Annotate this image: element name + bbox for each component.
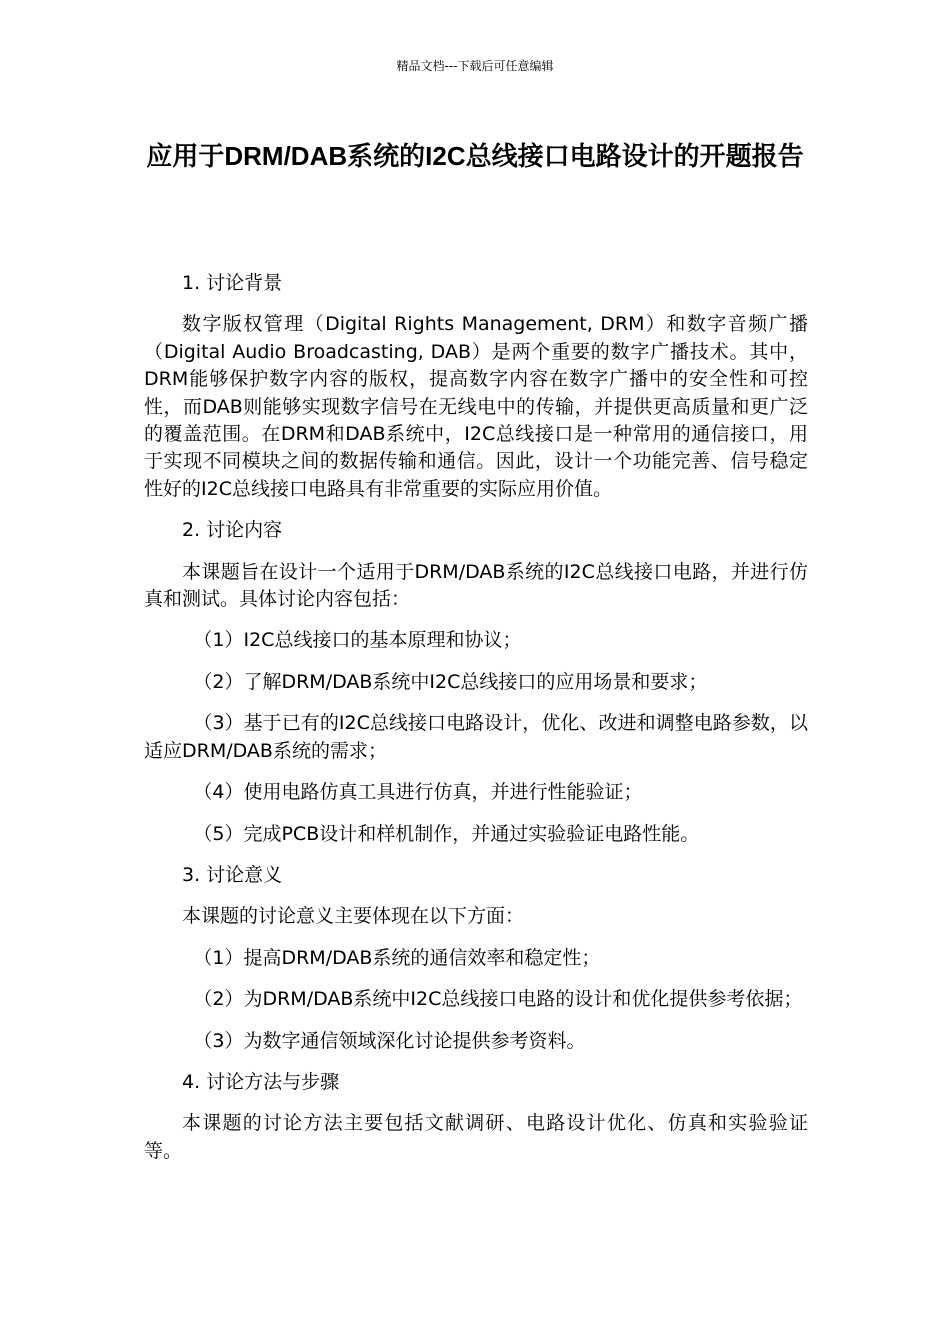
significance-list-item: （2）为DRM/DAB系统中I2C总线接口电路的设计和优化提供参考依据； — [193, 988, 803, 1011]
section-heading-methods: 4. 讨论方法与步骤 — [182, 1070, 340, 1093]
section-heading-content: 2. 讨论内容 — [182, 519, 283, 542]
content-list-item: （4）使用电路仿真工具进行仿真，并进行性能验证； — [193, 781, 643, 804]
content-list-item: （1）I2C总线接口的基本原理和协议； — [193, 629, 522, 652]
document-title: 应用于DRM/DAB系统的I2C总线接口电路设计的开题报告 — [146, 141, 804, 171]
content-list-item: （3）基于已有的I2C总线接口电路设计，优化、改进和调整电路参数，以适应DRM/DAB系统的需求； — [144, 712, 808, 762]
methods-paragraph: 本课题的讨论方法主要包括文献调研、电路设计优化、仿真和实验验证等。 — [144, 1112, 808, 1162]
page-header-watermark: 精品文档---下载后可任意编辑 — [396, 59, 554, 73]
section-heading-background: 1. 讨论背景 — [182, 272, 283, 294]
background-paragraph: 数字版权管理（Digital Rights Management, DRM）和数字音频广播（Digital Audio Broadcasting, DAB）是两个重要的数字广播技术。其中，DRM能够保护数字内容的版权，提高数字内容在数字广播中的安全性和可控性，而DAB则能够实现数字信号在无线电中的传输，并提供更高质量和更广泛的覆盖范围。在DRM和DAB系统中，I2C总线接口是一种常用的通信接口，用于实现不同模块之间的数据传输和通信。因此，设计一个功能完善、信号稳定性好的I2C总线接口电路具有非常重要的实际应用价值。 — [144, 313, 808, 500]
significance-list-item: （1）提高DRM/DAB系统的通信效率和稳定性； — [193, 946, 601, 969]
section-heading-significance: 3. 讨论意义 — [182, 863, 283, 886]
content-list-item: （5）完成PCB设计和样机制作，并通过实验验证电路性能。 — [193, 822, 700, 845]
content-intro-paragraph: 本课题旨在设计一个适用于DRM/DAB系统的I2C总线接口电路，并进行仿真和测试。具体讨论内容包括： — [144, 560, 808, 611]
document-body — [144, 270, 808, 1179]
content-list-item: （2）了解DRM/DAB系统中I2C总线接口的应用场景和要求； — [193, 670, 708, 693]
significance-list-item: （3）为数字通信领域深化讨论提供参考资料。 — [193, 1029, 586, 1052]
significance-intro-paragraph: 本课题的讨论意义主要体现在以下方面： — [182, 905, 525, 928]
